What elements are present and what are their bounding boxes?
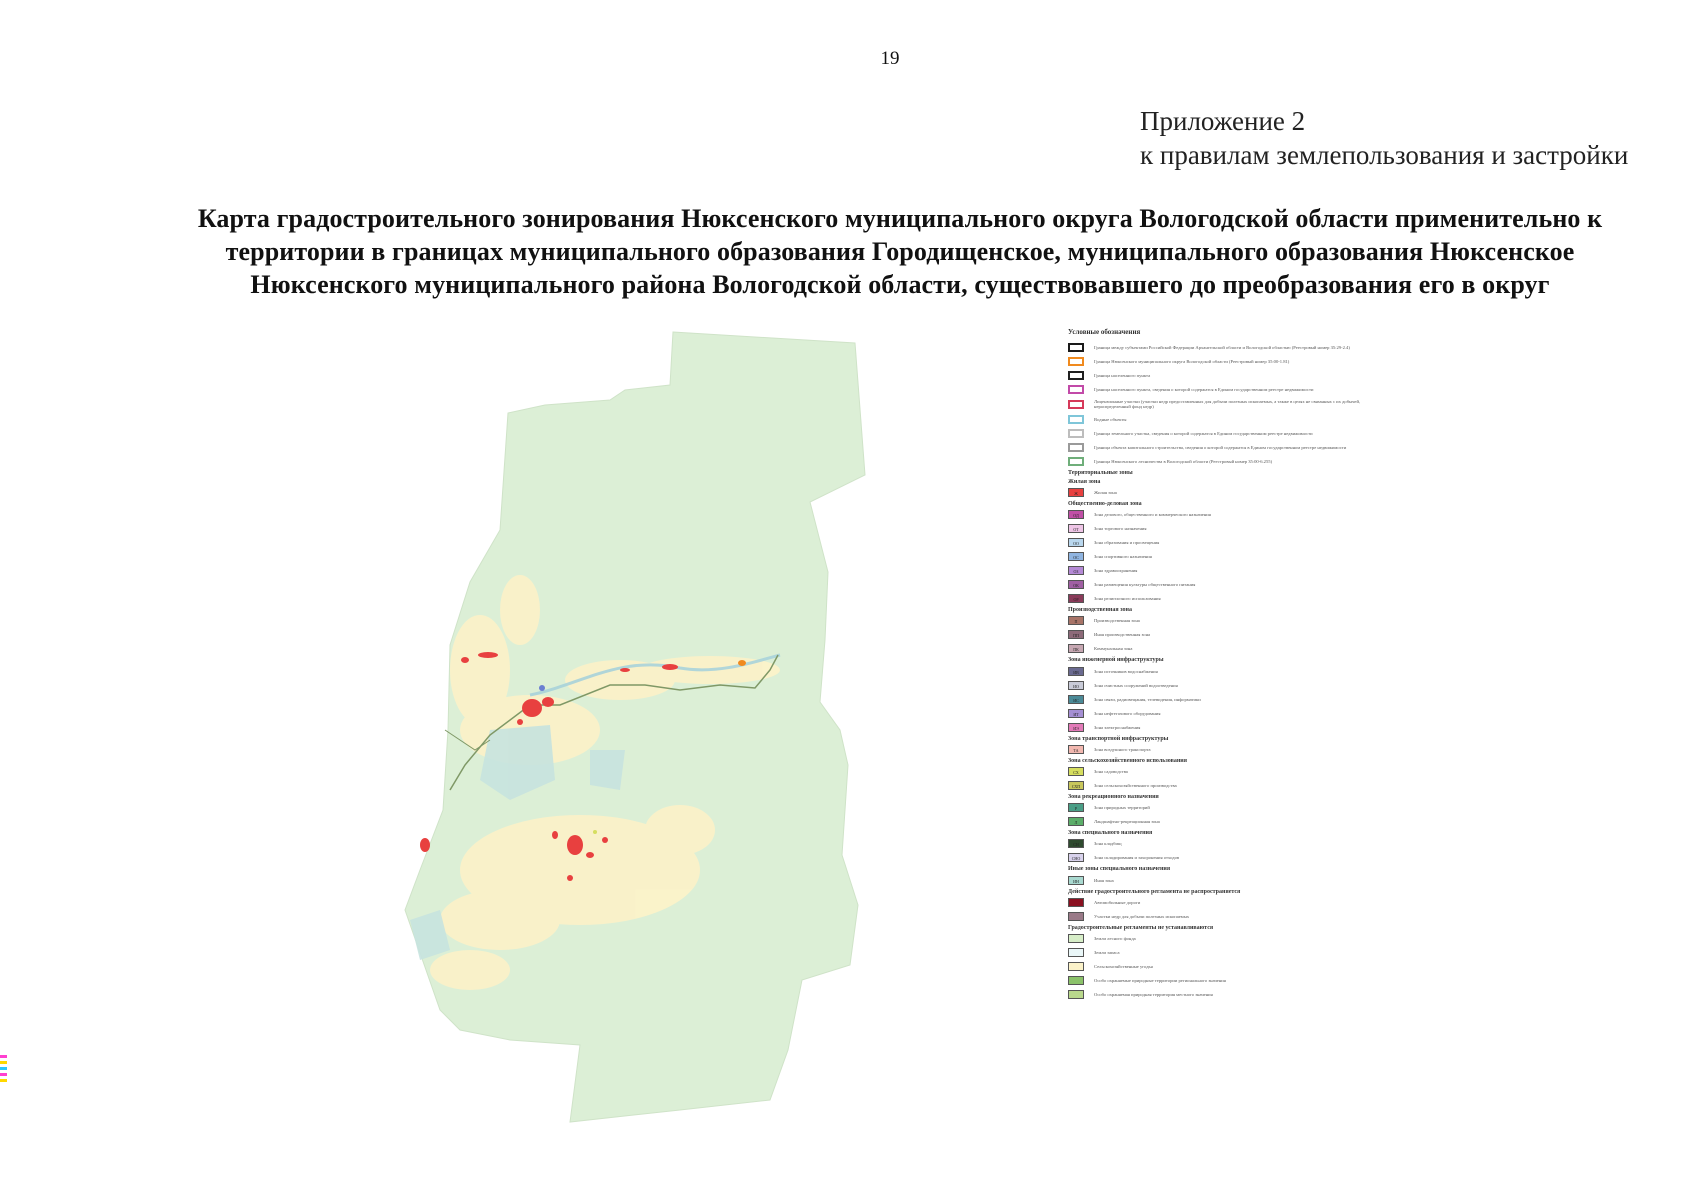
legend-swatch [1068,415,1084,424]
legend-label: Зона спортивного назначения [1094,554,1152,560]
legend-item [1068,594,1368,603]
legend-item [1068,709,1368,718]
legend-item [1068,990,1368,999]
legend-item [1068,538,1368,547]
legend-item [1068,767,1368,776]
legend-label: Зона природных территорий [1094,805,1150,811]
legend-swatch: ОЗ [1068,566,1084,575]
legend-item [1068,667,1368,676]
legend-label: Иная зона [1094,877,1114,883]
legend-swatch: ОР [1068,594,1084,603]
legend-label: Граница населенного пункта [1094,373,1151,379]
legend-section-title: Общественно-деловая зона [1068,501,1142,508]
legend-item [1068,630,1368,639]
legend-item [1068,580,1368,589]
appendix-line-1: Приложение 2 [1140,106,1306,136]
legend-label: Граница Нюксенского муниципального округа Вологодской области (Реестровый номер 35:00-1.81) [1094,359,1290,365]
legend-item [1068,948,1368,957]
legend-label: Зона связи, радиовещания, телевидения, информатики [1094,696,1201,702]
legend-section-title: Действие градостроительного регламента не распространяется [1068,888,1241,895]
legend-label: Граница населенного пункта, сведения о которой содержатся в Едином государственном реестре недвижимости [1094,387,1314,393]
legend-label: Граница Нюксенского лесничества в Вологодской области (Реестровый номер 35:00-6.255) [1094,458,1273,464]
legend-item [1068,681,1368,690]
legend-label: Зона очистных сооружений водоотведения [1094,682,1178,688]
legend-item [1068,385,1368,394]
legend-item [1068,524,1368,533]
legend-item [1068,488,1368,497]
legend-swatch: СХП [1068,781,1084,790]
legend-item [1068,912,1368,921]
legend-section-title: Зона транспортной инфраструктуры [1068,735,1169,742]
legend-swatch [1068,385,1084,394]
legend-swatch: ОО [1068,538,1084,547]
legend-label: Автомобильные дороги [1094,899,1141,905]
legend-item [1068,443,1368,452]
legend-swatch: СХ [1068,767,1084,776]
legend-swatch: ИЭ [1068,723,1084,732]
legend-section-title: Зона инженерной инфраструктуры [1068,657,1164,664]
legend-label: Зона электроснабжения [1094,724,1141,730]
legend-swatch: Ж [1068,488,1084,497]
color-calibration-marks [0,1055,7,1085]
legend-label: Зона религиозного использования [1094,596,1161,602]
legend-label: Коммунальная зона [1094,646,1133,652]
calibration-mark [0,1061,7,1064]
legend-item [1068,898,1368,907]
legend-section-title: Зона рекреационного назначения [1068,794,1159,801]
legend-item [1068,415,1368,424]
legend-swatch [1068,457,1084,466]
legend-section-title: Градостроительные регламенты не устанавливаются [1068,924,1214,931]
legend-item [1068,343,1368,352]
legend-label: Земли запаса [1094,949,1120,955]
legend-label: Иная производственная зона [1094,632,1151,638]
legend-swatch: ИС [1068,695,1084,704]
legend-item [1068,399,1368,409]
legend-swatch: ОТ [1068,524,1084,533]
legend-item [1068,803,1368,812]
legend-swatch: ИН [1068,876,1084,885]
legend-swatch: ПК [1068,644,1084,653]
title-line-2: территории в границах муниципального образования Городищенское, муниципального образования Нюксенское [225,237,1575,266]
legend-label: Зона складирования и захоронения отходов [1094,855,1180,861]
legend-item [1068,745,1368,754]
legend-swatch: П [1068,616,1084,625]
legend-swatch [1068,976,1084,985]
legend-item [1068,616,1368,625]
legend-swatch: ОС [1068,552,1084,561]
legend-section-title: Зона сельскохозяйственного использования [1068,757,1188,764]
legend-item [1068,817,1368,826]
legend-section-title: Производственная зона [1068,607,1132,614]
legend-swatch: Л [1068,817,1084,826]
calibration-mark [0,1067,7,1070]
legend-swatch [1068,343,1084,352]
title-line-1: Карта градостроительного зонирования Нюксенского муниципального округа Вологодской области применительно к [197,204,1603,233]
legend-item [1068,876,1368,885]
legend-label: Участки недр для добычи полезных ископаемых [1094,913,1190,919]
map-svg [380,310,1030,1130]
legend-swatch: ИО [1068,681,1084,690]
legend-item [1068,976,1368,985]
legend-swatch [1068,400,1084,409]
legend-label: Граница между субъектами Российской Федерации Архангельской области и Вологодской областью (Реестровый номер 35:29-2.4) [1094,345,1350,351]
legend-item [1068,853,1368,862]
legend-section-title: Жилая зона [1068,478,1101,485]
legend-label: Жилая зона [1094,489,1117,495]
legend-swatch [1068,898,1084,907]
legend-label: Ландшафтно-рекреационная зона [1094,819,1160,825]
calibration-mark [0,1079,7,1082]
legend-section-title: Иные зоны специального назначения [1068,866,1171,873]
appendix-caption [1140,104,1628,172]
legend-swatch: СНО [1068,853,1084,862]
map-legend [1068,330,1368,1004]
legend-swatch [1068,912,1084,921]
legend-swatch: ИТ [1068,709,1084,718]
legend-label: Зона нефтегазового оборудования [1094,710,1161,716]
legend-swatch: СН [1068,839,1084,848]
title-line-3: Нюксенского муниципального района Вологодской области, существовавшего до преобразования его в округ [250,270,1550,299]
legend-label: Зона кладбищ [1094,841,1122,847]
legend-item [1068,781,1368,790]
legend-section-title: Зона специального назначения [1068,830,1153,837]
document-title [40,202,1697,301]
calibration-mark [0,1073,7,1076]
legend-label: Лицензионные участки (участки недр предоставленных для добычи полезных ископаемых, а также в целях не связанных с их добычей, нераспределенный фонд недр) [1094,399,1361,410]
legend-item [1068,695,1368,704]
legend-item [1068,429,1368,438]
legend-swatch [1068,948,1084,957]
legend-item [1068,357,1368,366]
legend-label: Зона воздушного транспорта [1094,746,1151,752]
legend-swatch [1068,371,1084,380]
legend-item [1068,552,1368,561]
legend-item [1068,962,1368,971]
legend-item [1068,566,1368,575]
legend-label: Граница объекта капитального строительства, сведения о которой содержатся в Едином государственном реестре недвижимости [1094,444,1347,450]
calibration-mark [0,1055,7,1058]
legend-label: Зона делового, общественного и коммерческого назначения [1094,512,1211,518]
legend-item [1068,934,1368,943]
legend-item [1068,723,1368,732]
legend-item [1068,457,1368,466]
legend-swatch [1068,990,1084,999]
legend-swatch: ПП [1068,630,1084,639]
legend-swatch [1068,429,1084,438]
legend-boundaries [1068,343,1368,465]
legend-section-title: Территориальные зоны [1068,469,1133,476]
legend-label: Зона торгового назначения [1094,526,1147,532]
legend-swatch: ОК [1068,580,1084,589]
zoning-map [380,310,1030,1130]
legend-swatch: ТА [1068,745,1084,754]
legend-swatch: Р [1068,803,1084,812]
legend-item [1068,510,1368,519]
legend-swatch: ИВ [1068,667,1084,676]
legend-item [1068,371,1368,380]
legend-label: Сельскохозяйственные угодья [1094,963,1153,969]
legend-label: Граница земельного участка, сведения о которой содержатся в Едином государственном реестре недвижимости [1094,430,1313,436]
legend-label: Зона садоводства [1094,768,1128,774]
legend-swatch [1068,962,1084,971]
legend-label: Водные объекты [1094,416,1127,422]
legend-label: Особо охраняемые природные территории регионального значения [1094,977,1226,983]
legend-title: Условные обозначения [1068,328,1141,336]
legend-label: Зона образования и просвещения [1094,540,1160,546]
legend-label: Зона источников водоснабжения [1094,668,1158,674]
legend-item [1068,839,1368,848]
legend-swatch [1068,443,1084,452]
appendix-line-2: к правилам землепользования и застройки [1140,140,1629,170]
legend-label: Зона здравоохранения [1094,568,1138,574]
legend-sections [1068,471,1368,999]
legend-label: Зона сельскохозяйственного производства [1094,782,1177,788]
page-number: 19 [880,48,900,69]
legend-swatch [1068,934,1084,943]
legend-label: Особо охраняемая природная территория местного значения [1094,991,1213,997]
legend-swatch: ОД [1068,510,1084,519]
legend-label: Производственная зона [1094,618,1140,624]
legend-item [1068,644,1368,653]
legend-label: Зона размещения культуры общественного питания [1094,582,1196,588]
legend-swatch [1068,357,1084,366]
legend-label: Земли лесного фонда [1094,935,1136,941]
